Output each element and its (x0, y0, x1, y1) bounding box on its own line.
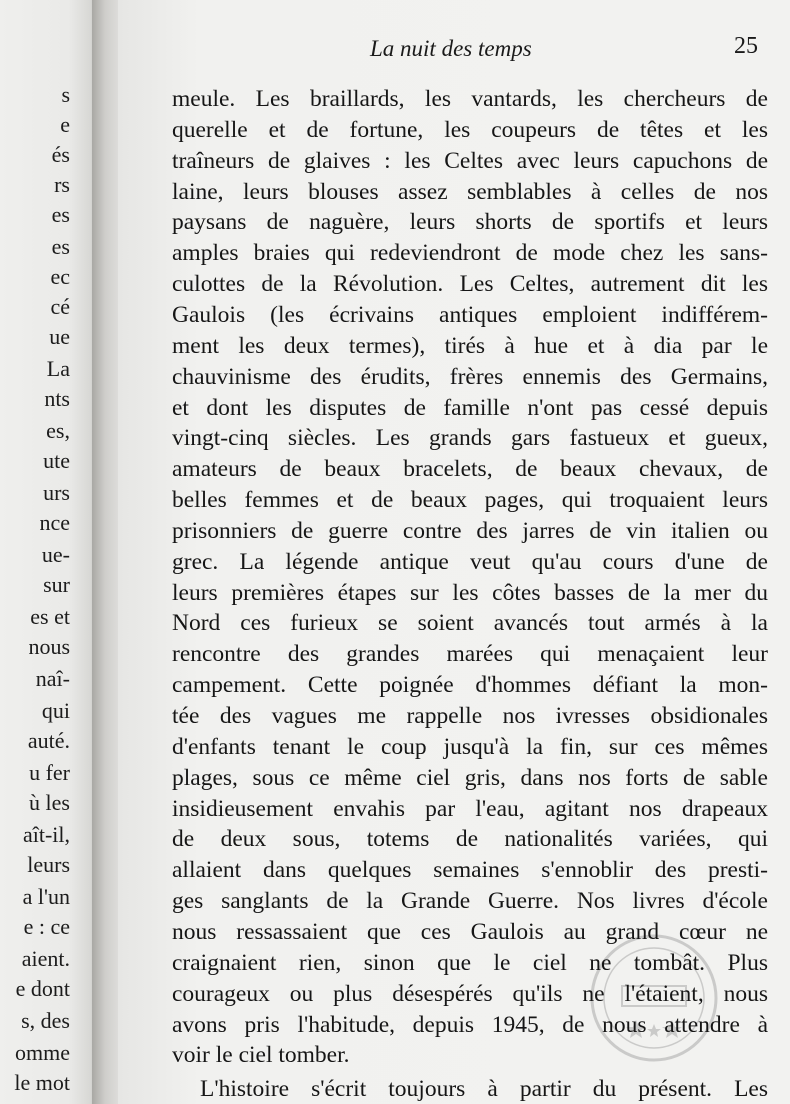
text-line: allaient dans quelques semaines s'ennoblir des presti- (172, 857, 768, 884)
text-line: traîneurs de glaives : les Celtes avec leurs capuchons de (172, 147, 768, 174)
text-line: de deux sous, totems de nationalités variées, qui (172, 826, 768, 853)
left-page-line: e dont (15, 976, 70, 1001)
left-page-line: u fer (29, 760, 70, 785)
right-page (118, 0, 790, 1104)
text-line: plages, sous ce même ciel gris, dans nos forts de sable (172, 764, 768, 791)
left-page-line: ue (49, 324, 70, 349)
text-line: amateurs de beaux bracelets, de beaux chevaux, de (172, 456, 768, 483)
left-page-line: es et (30, 604, 70, 629)
left-page-line: omme (15, 1040, 70, 1065)
left-page-line: nce (39, 510, 70, 535)
text-line: querelle et de fortune, les coupeurs de têtes et les (172, 116, 768, 143)
left-page-line: aient. (21, 946, 70, 971)
left-page-line: sur (43, 572, 70, 597)
text-line: et dont les disputes de famille n'ont pas cessé depuis (172, 394, 768, 421)
text-line: amples braies qui redeviendront de mode chez les sans- (172, 240, 768, 267)
left-page-line: La (46, 356, 70, 381)
left-page-line: e (60, 112, 70, 137)
left-page-line: ù les (29, 790, 70, 815)
left-page-line: és (51, 142, 70, 167)
running-head: La nuit des temps (370, 36, 532, 61)
left-page-line: auté. (27, 728, 70, 753)
left-page-line: ue- (41, 542, 70, 567)
text-line: L'histoire s'écrit toujours à partir du présent. Les (200, 1076, 768, 1103)
left-page-line: le mot (14, 1070, 70, 1095)
text-line: ment les deux termes), tirés à hue et à dia par le (172, 332, 768, 359)
left-page-line: aît-il, (22, 822, 70, 847)
text-line: paysans de naguère, leurs shorts de sportifs et leurs (172, 209, 768, 236)
text-line: avons pris l'habitude, depuis 1945, de nous attendre à (172, 1011, 768, 1038)
text-line: belles femmes et de beaux pages, qui troquaient leurs (172, 487, 768, 514)
text-line: vingt-cinq siècles. Les grands gars fastueux et gueux, (172, 425, 768, 452)
text-line: d'enfants tenant le coup jusqu'à la fin, sur ces mêmes (172, 733, 768, 760)
left-page-line: es, (46, 418, 70, 443)
left-page-line: nts (44, 386, 70, 411)
left-page-line: s (61, 82, 70, 107)
text-line: chauvinisme des érudits, frères ennemis des Germains, (172, 363, 768, 390)
text-line: rencontre des grandes marées qui menaçaient leur (172, 641, 768, 668)
left-page-line: nous (28, 634, 70, 659)
left-page-line: cé (50, 294, 70, 319)
text-line: insidieusement envahis par l'eau, agitant nos drapeaux (172, 795, 768, 822)
text-line: nous ressassaient que ces Gaulois au grand cœur ne (172, 918, 768, 945)
text-line: prisonniers de guerre contre des jarres de vin italien ou (172, 517, 768, 544)
left-page-line: s, des (21, 1008, 70, 1033)
text-line: craignaient rien, sinon que le ciel ne tombât. Plus (172, 949, 768, 976)
text-line: tée des vagues me rappelle nos ivresses obsidionales (172, 703, 768, 729)
left-page-line: es (51, 202, 70, 227)
left-page (0, 0, 98, 1104)
left-page-line: naî- (35, 666, 70, 691)
text-line: grec. La légende antique veut qu'au cours d'une de (172, 548, 768, 575)
text-line: leurs premières étapes sur les côtes basses de la mer du (172, 579, 768, 606)
left-page-line: a l'un (22, 884, 70, 909)
text-line: ges sanglants de la Grande Guerre. Nos livres d'école (172, 888, 768, 915)
text-line: campement. Cette poignée d'hommes défiant la mon- (172, 672, 768, 699)
text-line: meule. Les braillards, les vantards, les chercheurs de (172, 86, 768, 112)
left-page-line: ec (50, 264, 70, 289)
left-page-line: ute (43, 448, 70, 473)
page-number: 25 (734, 33, 758, 59)
text-line: Nord ces furieux se soient avancés tout armés à la (172, 610, 768, 637)
left-page-line: leurs (27, 852, 70, 877)
text-line: culottes de la Révolution. Les Celtes, autrement dit les (172, 271, 768, 298)
text-line: Gaulois (les écrivains antiques emploient indifférem- (172, 301, 768, 328)
left-page-line: rs (54, 172, 70, 197)
text-line: voir le ciel tomber. (172, 1042, 350, 1069)
text-line: laine, leurs blouses assez semblables à celles de nos (172, 178, 768, 205)
left-page-line: urs (43, 480, 70, 505)
left-page-line: e : ce (23, 914, 70, 939)
left-page-line: qui (41, 698, 70, 723)
left-page-line: es (51, 234, 70, 259)
text-line: courageux ou plus désespérés qu'ils ne l'étaient, nous (172, 980, 768, 1007)
